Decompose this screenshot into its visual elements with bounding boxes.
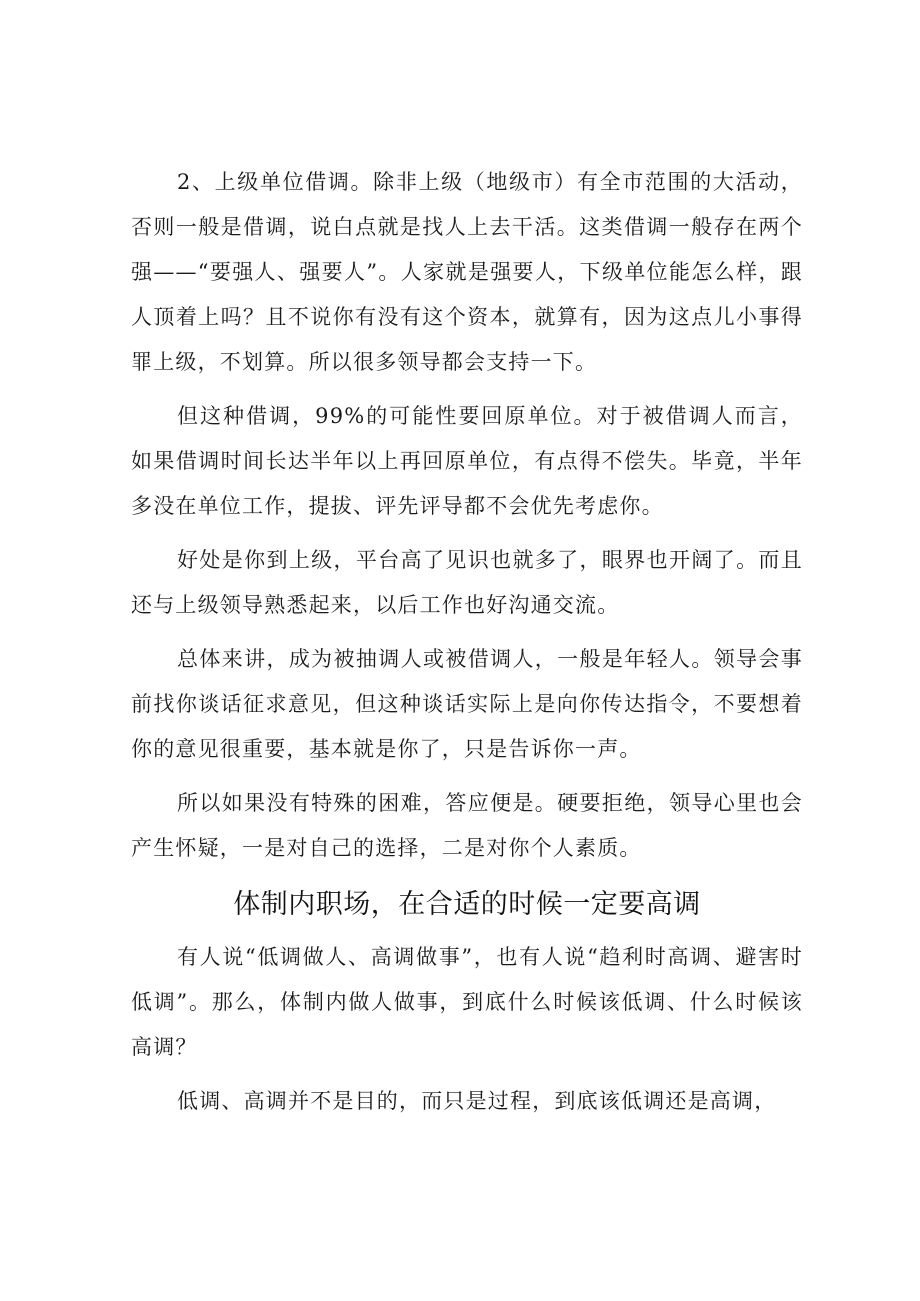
paragraph: 低调、高调并不是目的，而只是过程，到底该低调还是高调， bbox=[177, 1089, 777, 1113]
paragraph: 有人说“低调做人、高调做事”，也有人说“趋利时高调、避害时低调”。那么，体制内做人做事，到底什么时候该低调、什么时候该高调？ bbox=[131, 945, 803, 1059]
paragraph: 所以如果没有特殊的困难，答应便是。硬要拒绝，领导心里也会产生怀疑，一是对自己的选择，二是对你个人素质。 bbox=[131, 791, 803, 860]
paragraph: 2、上级单位借调。除非上级（地级市）有全市范围的大活动，否则一般是借调，说白点就是找人上去干活。这类借调一般存在两个强——“要强人、强要人”。人家就是强要人，下级单位能怎么样，跟人顶着上吗？且不说你有没有这个资本，就算有，因为这点儿小事得罪上级，不划算。所以很多领导都会支持一下。 bbox=[131, 170, 803, 374]
paragraph: 好处是你到上级，平台高了见识也就多了，眼界也开阔了。而且还与上级领导熟悉起来，以后工作也好沟通交流。 bbox=[131, 548, 803, 617]
section-heading: 体制内职场，在合适的时候一定要高调 bbox=[233, 889, 701, 920]
document-body bbox=[131, 160, 803, 1133]
paragraph: 总体来讲，成为被抽调人或被借调人，一般是年轻人。领导会事前找你谈话征求意见，但这种谈话实际上是向你传达指令，不要想着你的意见很重要，基本就是你了，只是告诉你一声。 bbox=[131, 647, 803, 761]
paragraph: 但这种借调，99%的可能性要回原单位。对于被借调人而言，如果借调时间长达半年以上再回原单位，有点得不偿失。毕竟，半年多没在单位工作，提拔、评先评导都不会优先考虑你。 bbox=[131, 404, 803, 518]
